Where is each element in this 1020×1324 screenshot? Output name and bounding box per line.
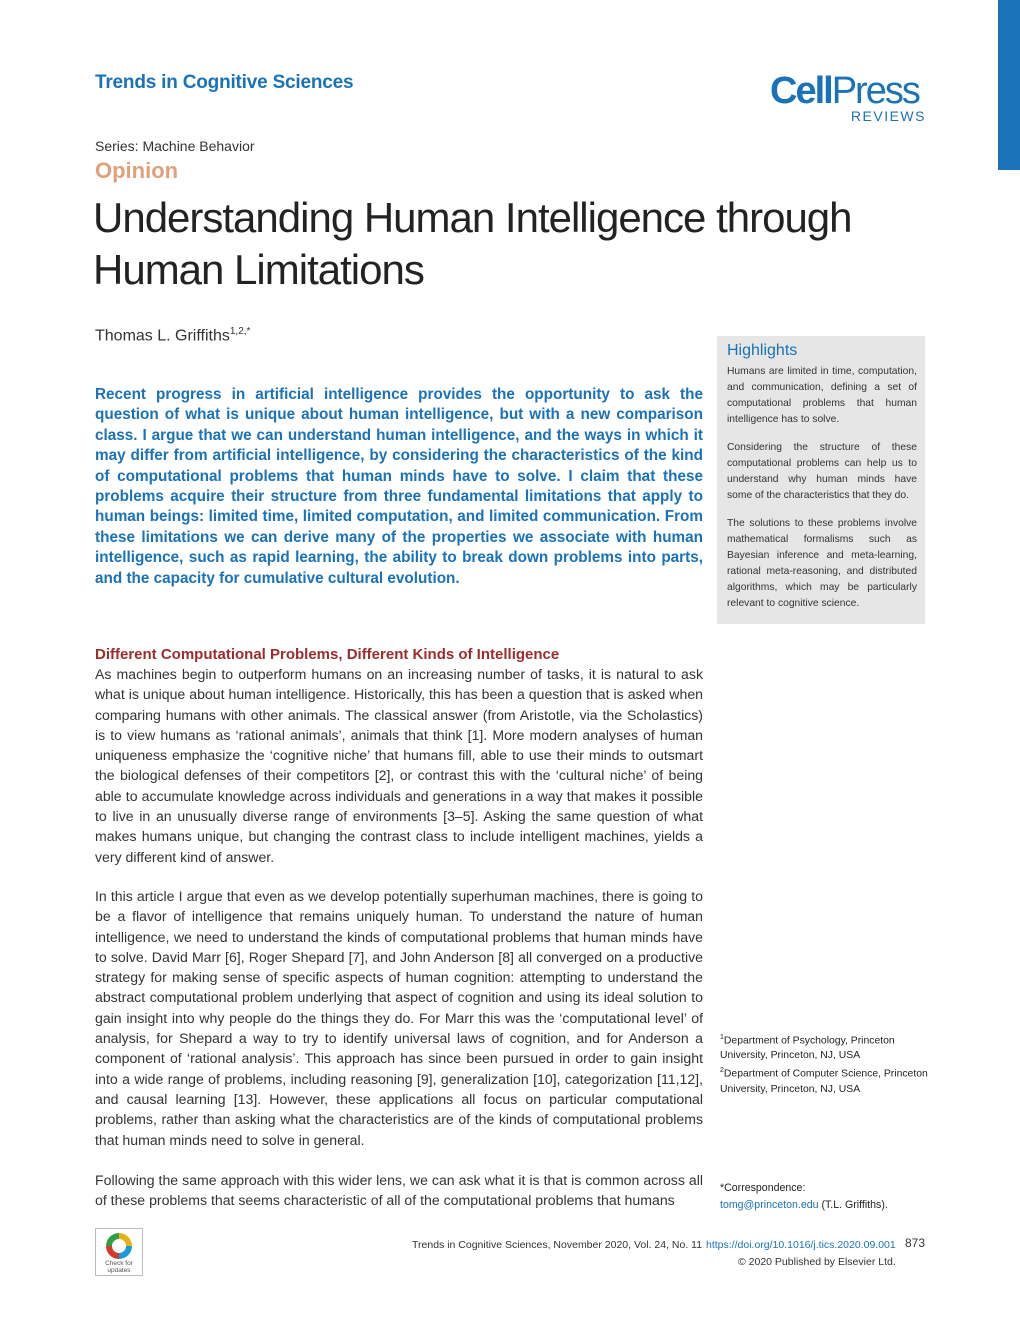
page-number: 873 <box>905 1236 926 1250</box>
author-name[interactable]: Thomas L. Griffiths <box>95 327 230 345</box>
author-marks: 1,2,* <box>229 326 251 337</box>
affiliations <box>720 1030 935 1097</box>
body-paragraph: Following the same approach with this wider lens, we can ask what it is that is common across all of these problems that seems characteristic of all of the computational problems that humans <box>95 1172 703 1209</box>
author <box>95 326 250 345</box>
badge-label: Check for updates <box>105 1260 133 1274</box>
highlights-heading: Highlights <box>727 342 798 359</box>
body-paragraph: In this article I argue that even as we develop potentially superhuman machines, there is going to be a flavor of intelligence that remains uniquely human. To understand the nature of human intelligence, we need to understand the kinds of computational problems that human minds have to solve. David Marr [6], Roger Shepard [7], and John Anderson [8] all converged on a productive strategy for making sense of specific aspects of human cognition: attempting to understand the abstract computational problem underlying that aspect of cognition and using its ideal solution to gain insight into why people do the things they do. For Marr this was the ‘computational level’ of analysis, for Shepard a way to try to identify universal laws of cognition, and for Anderson a component of ‘rational analysis’. This approach has since been pursued in order to gain insight into a wide range of problems, including reasoning [9], generalization [10], categorization [11,12], and causal learning [13]. However, these applications all focus on particular computational problems, rather than asking what the characteristics are of the kinds of computational problems that human minds need to solve in general. <box>95 888 703 1148</box>
footer-copyright: © 2020 Published by Elsevier Ltd. <box>738 1256 896 1268</box>
logo-reviews: REVIEWS <box>850 108 926 124</box>
journal-name[interactable]: Trends in Cognitive Sciences <box>95 72 354 93</box>
check-updates-icon <box>106 1233 132 1259</box>
highlight-item: Humans are limited in time, computation, and communication, defining a set of computational problems that human intelligence has to solve. <box>727 366 917 425</box>
journal-color-tab <box>998 0 1020 170</box>
highlight-item: The solutions to these problems involve mathematical formalisms such as Bayesian inference and meta-learning, rational meta-reasoning, and distributed algorithms, which may be particularly relevant to cognitive science. <box>727 518 917 609</box>
affiliation-1: $^1$Department of Psychology, Princeton University, Princeton, NJ, USA <box>720 1034 895 1062</box>
highlight-item: Considering the structure of these computational problems can help us to understand why human minds have some of the characteristics that they do. <box>727 442 917 501</box>
correspondence-name: (T.L. Griffiths). <box>821 1199 888 1211</box>
highlights-box <box>717 336 925 624</box>
footer-journal-info: Trends in Cognitive Sciences, November 2020, Vol. 24, No. 11 <box>412 1239 703 1251</box>
correspondence-label: *Correspondence: <box>720 1182 806 1194</box>
abstract: Recent progress in artificial intelligence provides the opportunity to ask the question of what is unique about human intelligence, but with a new comparison class. I argue that we can understand human intelligence, and the ways in which it may differ from artificial intelligence, by considering the characteristics of the kind of computational problems that human minds have to solve. I claim that these problems acquire their structure from three fundamental limitations that apply to human beings: limited time, limited computation, and limited communication. From these limitations we can derive many of the properties we associate with human intelligence, such as rapid learning, the ability to break down problems into parts, and the capacity for cumulative cultural evolution. <box>95 386 703 587</box>
section-heading: Different Computational Problems, Different Kinds of Intelligence <box>95 646 560 663</box>
logo-text: CellPress <box>770 70 919 112</box>
affiliation-2: $^2$Department of Computer Science, Princeton University, Princeton, NJ, USA <box>720 1067 928 1095</box>
check-for-updates-badge[interactable] <box>95 1228 143 1276</box>
correspondence-email-link[interactable]: tomg@princeton.edu <box>720 1199 819 1211</box>
body-paragraph: As machines begin to outperform humans on an increasing number of tasks, it is natural to ask what is unique about human intelligence. Historically, this has been a question that is asked when comparing humans with other animals. The classical answer (from Aristotle, via the Scholastics) is to view humans as ‘rational animals’, animals that think [1]. More modern analyses of human uniqueness emphasize the ‘cognitive niche’ that humans fill, able to use their minds to outsmart the biological defenses of their competitors [2], or contrast this with the ‘cultural niche’ of being able to accumulate knowledge across individuals and generations in a way that makes it possible to live in an unusually diverse range of environments [3–5]. Asking the same question of what makes humans unique, but changing the contrast class to include intelligent machines, yields a very different kind of answer. <box>95 666 703 865</box>
article-title: Understanding Human Intelligence through Human Limitations <box>93 194 852 293</box>
cellpress-logo[interactable] <box>770 72 930 128</box>
article-type: Opinion <box>95 158 179 183</box>
correspondence <box>720 1180 935 1214</box>
series-label: Series: Machine Behavior <box>95 138 255 154</box>
footer-doi-link[interactable]: https://doi.org/10.1016/j.tics.2020.09.001 <box>706 1239 896 1251</box>
